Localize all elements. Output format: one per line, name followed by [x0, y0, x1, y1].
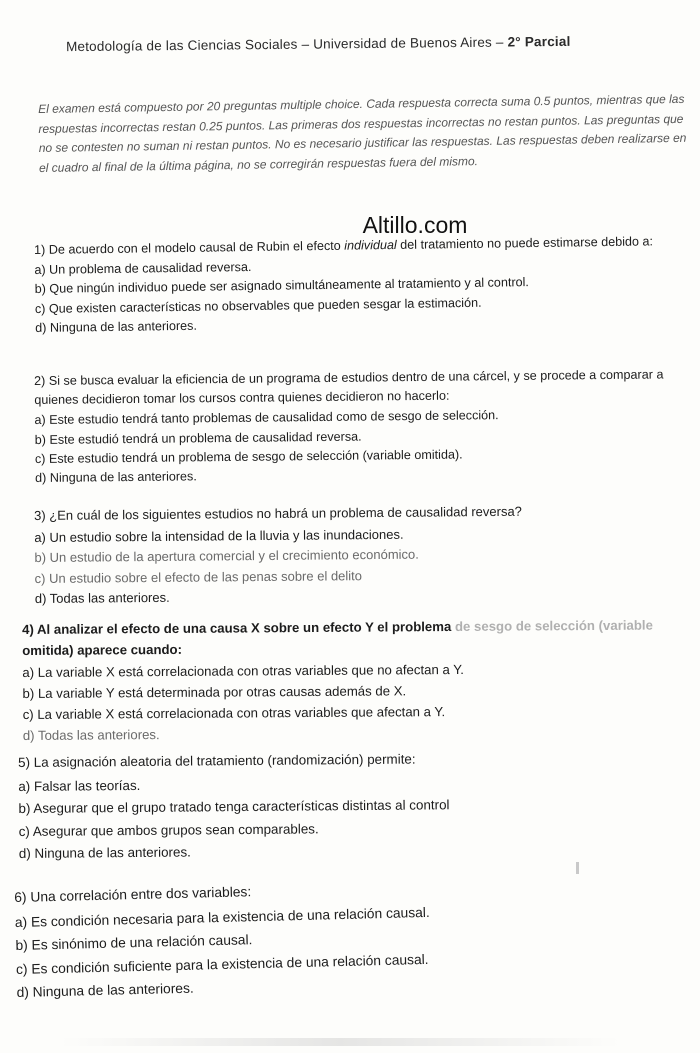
option-b: b) Es sinónimo de una relación causal.: [15, 932, 253, 953]
exam-instructions: El examen está compuesto por 20 preguntas multiple choice. Cada respuesta correcta suma 0.5 puntos, mientras que las respuestas incorrectas restan 0.25 puntos. Las primeras dos respuestas incorrectas no restan puntos. Las preguntas que no se contesten no suman ni restan puntos. No es necesario justificar las respuestas. Las respuestas deben realizarse en el cuadro al final de la última página, no se corregirán respuestas fuera del mismo.: [38, 91, 687, 175]
stem-text: 4) Al analizar el efecto de una causa X sobre un efecto Y el problema: [22, 618, 456, 637]
option-a: a) Falsar las teorías.: [18, 777, 141, 794]
option-d: d) Todas las anteriores.: [34, 589, 170, 606]
option-c: c) Un estudio sobre el efecto de las penas sobre el delito: [34, 567, 363, 586]
option-c: c) Este estudio tendrá un problema de sesgo de selección (variable omitida).: [34, 447, 463, 466]
option-a: a) Un problema de causalidad reversa.: [34, 260, 252, 278]
option-d: d) Todas las anteriores.: [22, 727, 160, 743]
option-c: c) Que existen características no observables que pueden sesgar la estimación.: [34, 295, 482, 316]
option-d: d) Ninguna de las anteriores.: [16, 980, 194, 1000]
option-c: c) Es condición suficiente para la existencia de una relación causal.: [15, 951, 429, 977]
question-stem: 6) Una correlación entre dos variables:: [14, 884, 252, 905]
option-a: a) Es condición necesaria para la existencia de una relación causal.: [14, 904, 430, 930]
option-b: b) Que ningún individuo puede ser asignado simultáneamente al tratamiento y al control.: [34, 275, 529, 297]
option-b: b) La variable Y está determinada por otras causas además de X.: [22, 683, 407, 701]
stem-text: 1) De acuerdo con el modelo causal de Rubin el efecto: [34, 238, 345, 257]
header-title: Metodología de las Ciencias Sociales – Universidad de Buenos Aires –: [65, 34, 504, 55]
stem-text: omitida) aparece cuando:: [22, 641, 183, 658]
option-d: d) Ninguna de las anteriores.: [35, 469, 197, 486]
question-2: [34, 365, 675, 488]
option-a: a) Un estudio sobre la intensidad de la lluvia y las inundaciones.: [34, 526, 404, 545]
question-4: [22, 615, 663, 746]
question-1: [34, 232, 675, 338]
question-5: [18, 746, 659, 865]
question-stem: 2) Si se busca evaluar la eficiencia de un programa de estudios dentro de una cárcel, y se procede a comparar a quienes decidieron tomar los cursos contra quienes decidieron no hacerlo:: [34, 367, 664, 408]
question-6: [14, 870, 657, 1004]
option-c: c) Asegurar que ambos grupos sean comparables.: [18, 820, 319, 839]
question-3: [34, 500, 675, 609]
stem-faded-text: de sesgo de selección (variable: [454, 617, 653, 634]
option-d: d) Ninguna de las anteriores.: [35, 318, 198, 335]
faded-bottom-text: [60, 1038, 620, 1046]
question-stem: [22, 615, 662, 661]
option-a: a) Este estudio tendrá tanto problemas de causalidad como de sesgo de selección.: [34, 408, 499, 428]
option-c: c) La variable X está correlacionada con otras variables que afectan a Y.: [22, 704, 446, 722]
question-stem: 5) La asignación aleatoria del tratamiento (randomización) permite:: [18, 751, 416, 770]
option-b: b) Este estudió tendrá un problema de causalidad reversa.: [34, 429, 362, 447]
header-exam-tag: 2° Parcial: [507, 33, 571, 50]
exam-header: [66, 33, 670, 54]
question-stem: 3) ¿En cuál de los siguientes estudios no habrá un problema de causalidad reversa?: [34, 503, 522, 523]
option-b: b) Asegurar que el grupo tratado tenga características distintas al control: [18, 797, 450, 816]
option-b: b) Un estudio de la apertura comercial y el crecimiento económico.: [34, 546, 419, 565]
option-a: a) La variable X está correlacionada con otras variables que no afectan a Y.: [22, 661, 464, 680]
watermark: Altillo.com: [362, 212, 468, 238]
stem-emphasis: individual: [344, 237, 397, 253]
stem-text: del tratamiento no puede estimarse debido a:: [396, 234, 654, 252]
option-d: d) Ninguna de las anteriores.: [18, 844, 191, 861]
